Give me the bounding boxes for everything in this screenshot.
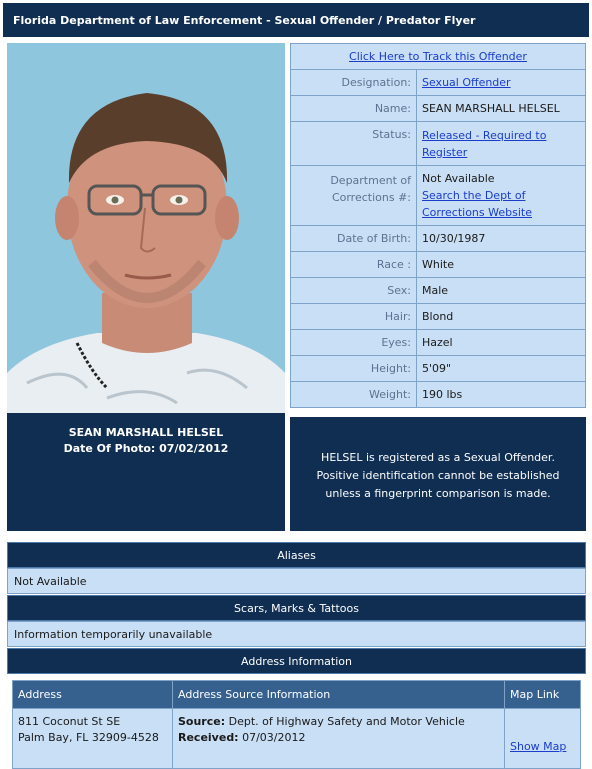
scars-header: Scars, Marks & Tattoos (7, 595, 586, 621)
notice-line-2: Positive identification cannot be established unless a fingerprint comparison is made. (316, 469, 560, 500)
aliases-value: Not Available (7, 568, 586, 594)
weight-row (291, 382, 586, 408)
address-table (12, 680, 581, 769)
weight-value: 190 lbs (417, 382, 586, 408)
address-cell (13, 709, 173, 769)
eyes-row (291, 330, 586, 356)
window-title: Florida Department of Law Enforcement - Sexual Offender / Predator Flyer (3, 3, 589, 37)
hair-value: Blond (417, 304, 586, 330)
doc-value: Not Available (422, 172, 495, 185)
sex-value: Male (417, 278, 586, 304)
dob-label: Date of Birth: (291, 226, 417, 252)
doc-row (291, 166, 586, 226)
notice-line-1: HELSEL is registered as a Sexual Offender. (321, 451, 555, 464)
status-row (291, 122, 586, 166)
status-label: Status: (291, 122, 417, 166)
scars-section (7, 595, 586, 647)
photo-name: SEAN MARSHALL HELSEL (68, 426, 224, 439)
sex-row (291, 278, 586, 304)
designation-label: Designation: (291, 70, 417, 96)
name-label: Name: (291, 96, 417, 122)
source-label: Source: (178, 715, 226, 728)
hair-label: Hair: (291, 304, 417, 330)
offender-details-table (290, 43, 586, 408)
name-row (291, 96, 586, 122)
address-header: Address Information (7, 648, 586, 674)
race-label: Race : (291, 252, 417, 278)
photo-caption (7, 413, 285, 531)
weight-label: Weight: (291, 382, 417, 408)
address-line-2: Palm Bay, FL 32909-4528 (18, 731, 159, 744)
race-row (291, 252, 586, 278)
col-map: Map Link (505, 681, 581, 709)
source-value: Dept. of Highway Safety and Motor Vehicle (228, 715, 465, 728)
name-value: SEAN MARSHALL HELSEL (417, 96, 586, 122)
source-cell (173, 709, 505, 769)
address-section (7, 648, 586, 674)
height-value: 5'09" (417, 356, 586, 382)
hair-row (291, 304, 586, 330)
eyes-label: Eyes: (291, 330, 417, 356)
track-row (291, 44, 586, 70)
show-map-link[interactable]: Show Map (510, 740, 567, 753)
map-cell (505, 709, 581, 769)
height-row (291, 356, 586, 382)
eyes-value: Hazel (417, 330, 586, 356)
doc-search-link[interactable]: Search the Dept of Corrections Website (422, 189, 532, 219)
designation-row (291, 70, 586, 96)
address-table-header (13, 681, 581, 709)
offender-photo-image (7, 43, 285, 413)
dob-row (291, 226, 586, 252)
race-value: White (417, 252, 586, 278)
table-row (13, 709, 581, 769)
sex-label: Sex: (291, 278, 417, 304)
received-label: Received: (178, 731, 239, 744)
status-link[interactable]: Released - Required to Register (422, 128, 547, 159)
doc-label: Department of Corrections #: (291, 166, 417, 226)
track-offender-link[interactable]: Click Here to Track this Offender (349, 50, 527, 63)
dob-value: 10/30/1987 (417, 226, 586, 252)
received-value: 07/03/2012 (242, 731, 306, 744)
offender-photo (7, 43, 285, 413)
address-line-1: 811 Coconut St SE (18, 715, 121, 728)
col-source: Address Source Information (173, 681, 505, 709)
designation-link[interactable]: Sexual Offender (422, 76, 511, 89)
photo-date: Date Of Photo: 07/02/2012 (63, 442, 229, 455)
aliases-header: Aliases (7, 542, 586, 568)
scars-value: Information temporarily unavailable (7, 621, 586, 647)
col-address: Address (13, 681, 173, 709)
height-label: Height: (291, 356, 417, 382)
registration-notice (290, 417, 586, 531)
aliases-section (7, 542, 586, 594)
